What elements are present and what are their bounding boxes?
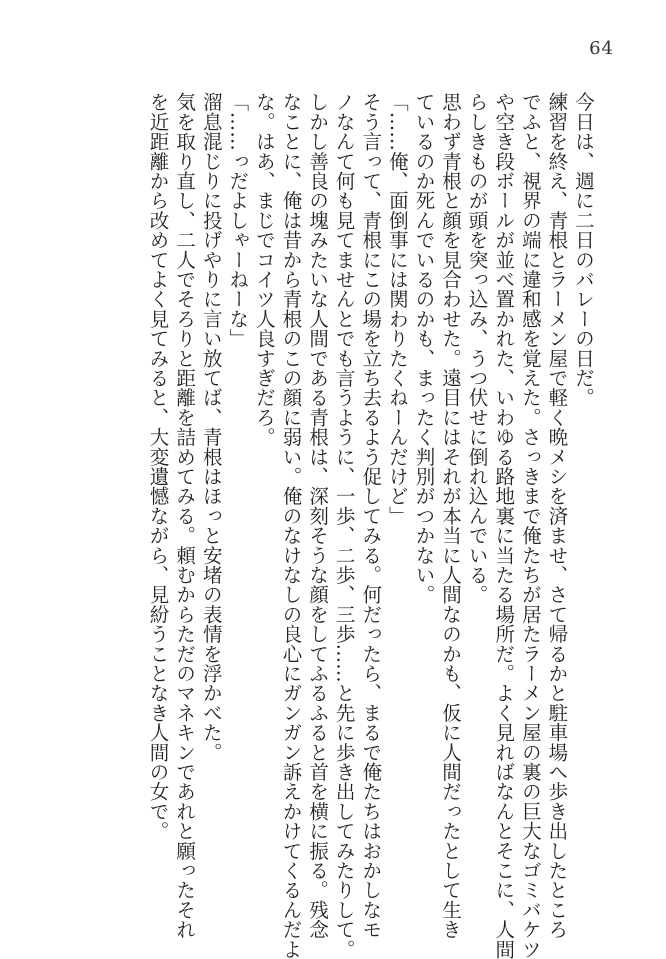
body-text — [144, 92, 596, 959]
text-line: 「……っだよしゃーねーな」 — [226, 92, 250, 349]
text-line: らしきものが頭を突っ込み、うつ伏せに倒れ込んでいる。 — [465, 92, 489, 605]
text-line: を近距離から改めてよく見てみると、大変遺憾ながら、見紛うことなき人間の女で。 — [146, 92, 170, 841]
text-line: しかし善良の塊みたいな人間である青根は、深刻そうな顔をしてふるふると首を横に振る。残念 — [306, 92, 330, 940]
text-line: なことに、俺は昔から青根のこの顔に弱い。俺のなけなしの良心にガンガン訴えかけてくるんだよ — [279, 92, 303, 959]
text-line: そう言って、青根にこの場を立ち去るよう促してみる。何だったら、まるで俺たちはおかしなモ — [359, 92, 383, 940]
text-line: や空き段ボールが並べ置かれた、いわゆる路地裏に当たる場所だ。よく見ればなんとそこに、人間 — [492, 92, 516, 959]
page-number: 64 — [589, 38, 614, 59]
text-line: でふと、視界の端に違和感を覚えた。さっきまで俺たちが居たラーメン屋の裏の巨大なゴミバケツ — [518, 92, 542, 959]
text-line: 気を取り直し、二人でそろりと距離を詰めてみる。頼むからただのマネキンであれと願ったそれ — [173, 92, 197, 940]
text-line: 溜息混じりに投げやりに言い放てば、青根はほっと安堵の表情を浮かべた。 — [199, 92, 223, 762]
text-line: 練習を終え、青根とラーメン屋で軽く晩メシを済ませ、さて帰るかと駐車場へ歩き出したところ — [545, 92, 569, 940]
text-line: ノなんて何も見てませんとでも言うように、一歩、二歩、三歩……と先に歩き出してみたりして。 — [332, 92, 356, 959]
text-line: 今日は、週に二日のバレーの日だ。 — [572, 92, 595, 408]
text-line: 思わず青根と顔を見合わせた。遠目にはそれが本当に人間なのかも、仮に人間だったとして生き — [439, 92, 463, 940]
text-line: な。はあ、まじでコイツ人良すぎだろ。 — [252, 92, 276, 447]
text-line: ているのか死んでいるのかも、まったく判別がつかない。 — [412, 92, 436, 605]
text-line: 「……俺、面倒事には関わりたくねーんだけど」 — [385, 92, 409, 526]
